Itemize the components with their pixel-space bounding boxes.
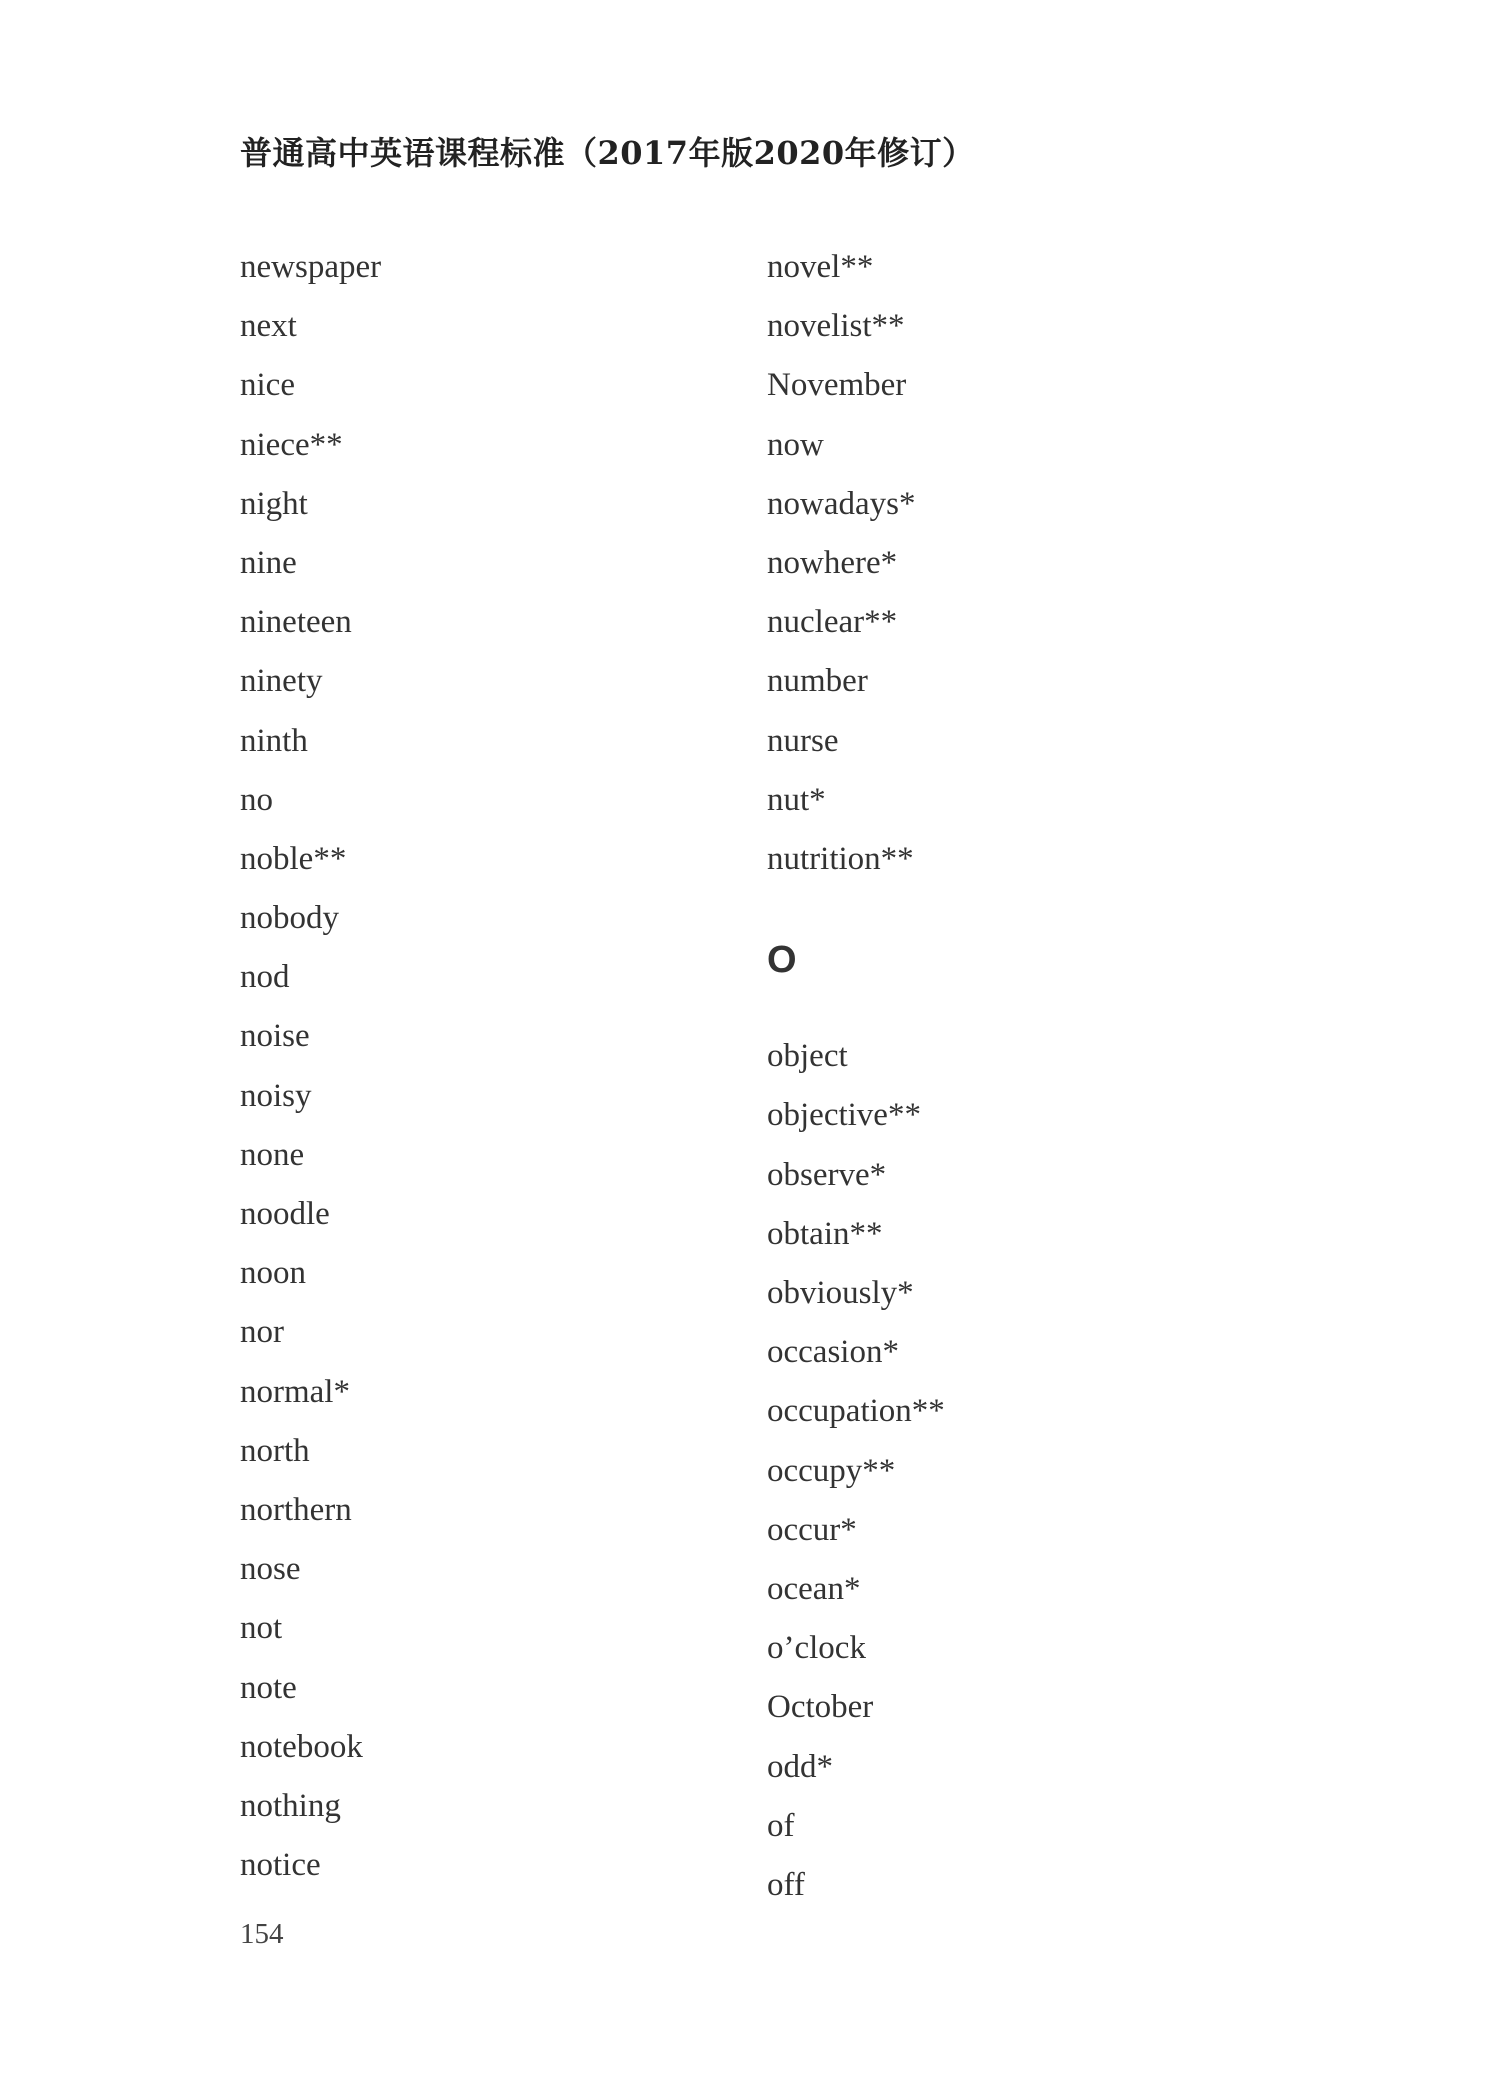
word-entry: nut* — [767, 781, 826, 818]
word-entry: noise — [240, 1018, 310, 1055]
word-entry: noisy — [240, 1077, 312, 1114]
word-entry: newspaper — [240, 249, 382, 285]
word-entry: normal* — [240, 1373, 350, 1410]
word-entry: notice — [240, 1847, 321, 1884]
word-entry: occupy** — [767, 1452, 896, 1489]
page-number: 154 — [240, 1918, 284, 1950]
word-entry: occupation** — [767, 1393, 945, 1430]
word-entry: object — [767, 1038, 848, 1075]
word-entry: nowhere* — [767, 544, 898, 581]
word-entry: of — [767, 1807, 795, 1844]
word-entry: nurse — [767, 722, 839, 759]
word-entry: nod — [240, 959, 290, 996]
word-entry: no — [240, 781, 273, 818]
word-entry: nineteen — [240, 604, 352, 641]
word-entry: now — [767, 426, 824, 463]
word-entry: nobody — [240, 900, 339, 937]
word-entry: o’clock — [767, 1630, 866, 1667]
word-entry: niece** — [240, 426, 343, 463]
word-list-right-column — [767, 238, 945, 1915]
word-list-n-section — [767, 238, 945, 889]
word-entry: nutrition** — [767, 840, 914, 877]
word-entry: noon — [240, 1255, 306, 1292]
word-entry: not — [240, 1610, 283, 1647]
word-entry: ocean* — [767, 1570, 861, 1607]
word-entry: observe* — [767, 1156, 887, 1193]
word-entry: novelist** — [767, 308, 905, 345]
word-entry: noodle — [240, 1196, 330, 1232]
word-entry: nuclear** — [767, 604, 898, 641]
word-entry: note — [240, 1669, 297, 1706]
word-entry: obtain** — [767, 1215, 883, 1252]
word-entry: objective** — [767, 1097, 921, 1134]
word-entry: nine — [240, 544, 297, 581]
word-entry: north — [240, 1432, 310, 1469]
word-entry: novel** — [767, 249, 874, 285]
word-entry: noble** — [240, 840, 347, 877]
word-entry: ninety — [240, 663, 323, 700]
word-entry: nowadays* — [767, 485, 916, 522]
word-entry: November — [767, 367, 907, 404]
word-list-o-section — [767, 1027, 945, 1915]
word-entry: notebook — [240, 1728, 363, 1765]
word-entry: none — [240, 1136, 305, 1173]
word-entry: night — [240, 485, 308, 522]
word-entry: ninth — [240, 722, 308, 759]
word-list-left-column — [240, 238, 381, 1895]
section-heading-o: O — [767, 939, 797, 982]
word-entry: occasion* — [767, 1334, 899, 1371]
word-entry: occur* — [767, 1511, 857, 1548]
word-entry: next — [240, 308, 297, 345]
word-entry: off — [767, 1866, 805, 1903]
word-entry: northern — [240, 1491, 352, 1528]
word-entry: nice — [240, 367, 295, 404]
word-entry: obviously* — [767, 1275, 914, 1311]
word-entry: number — [767, 663, 868, 700]
word-entry: nothing — [240, 1787, 341, 1824]
word-entry: nose — [240, 1551, 301, 1588]
page-header-title: 普通高中英语课程标准（2017年版2020年修订） — [240, 134, 975, 172]
word-entry: October — [767, 1689, 874, 1726]
word-entry: nor — [240, 1314, 284, 1351]
word-entry: odd* — [767, 1748, 833, 1785]
